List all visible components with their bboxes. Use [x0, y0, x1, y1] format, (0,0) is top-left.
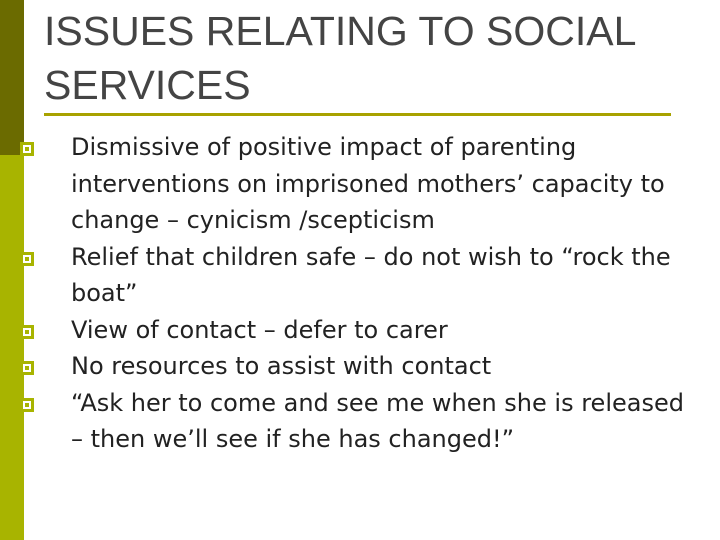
bullet-item: [20, 385, 700, 458]
slide-title: ISSUES RELATING TO SOCIAL SERVICES: [44, 8, 635, 108]
square-bullet-icon: [20, 142, 34, 156]
square-bullet-icon: [20, 325, 34, 339]
bullet-text: Relief that children safe – do not wish to “rock the boat”: [71, 242, 671, 307]
square-bullet-icon: [20, 398, 34, 412]
bullet-text: No resources to assist with contact: [71, 352, 492, 380]
bullet-list: [20, 129, 700, 458]
title-underline: [44, 113, 671, 116]
square-bullet-icon: [20, 361, 34, 375]
bullet-item: [20, 312, 700, 349]
square-bullet-icon: [20, 252, 34, 266]
bullet-text: Dismissive of positive impact of parenting interventions on imprisoned mothers’ capacity to change – cynicism /scepticism: [71, 133, 665, 234]
bullet-text: “Ask her to come and see me when she is released – then we’ll see if she has changed!”: [71, 388, 684, 453]
bullet-item: [20, 129, 700, 239]
bullet-item: [20, 348, 700, 385]
bullet-item: [20, 239, 700, 312]
bullet-text: View of contact – defer to carer: [71, 315, 448, 344]
